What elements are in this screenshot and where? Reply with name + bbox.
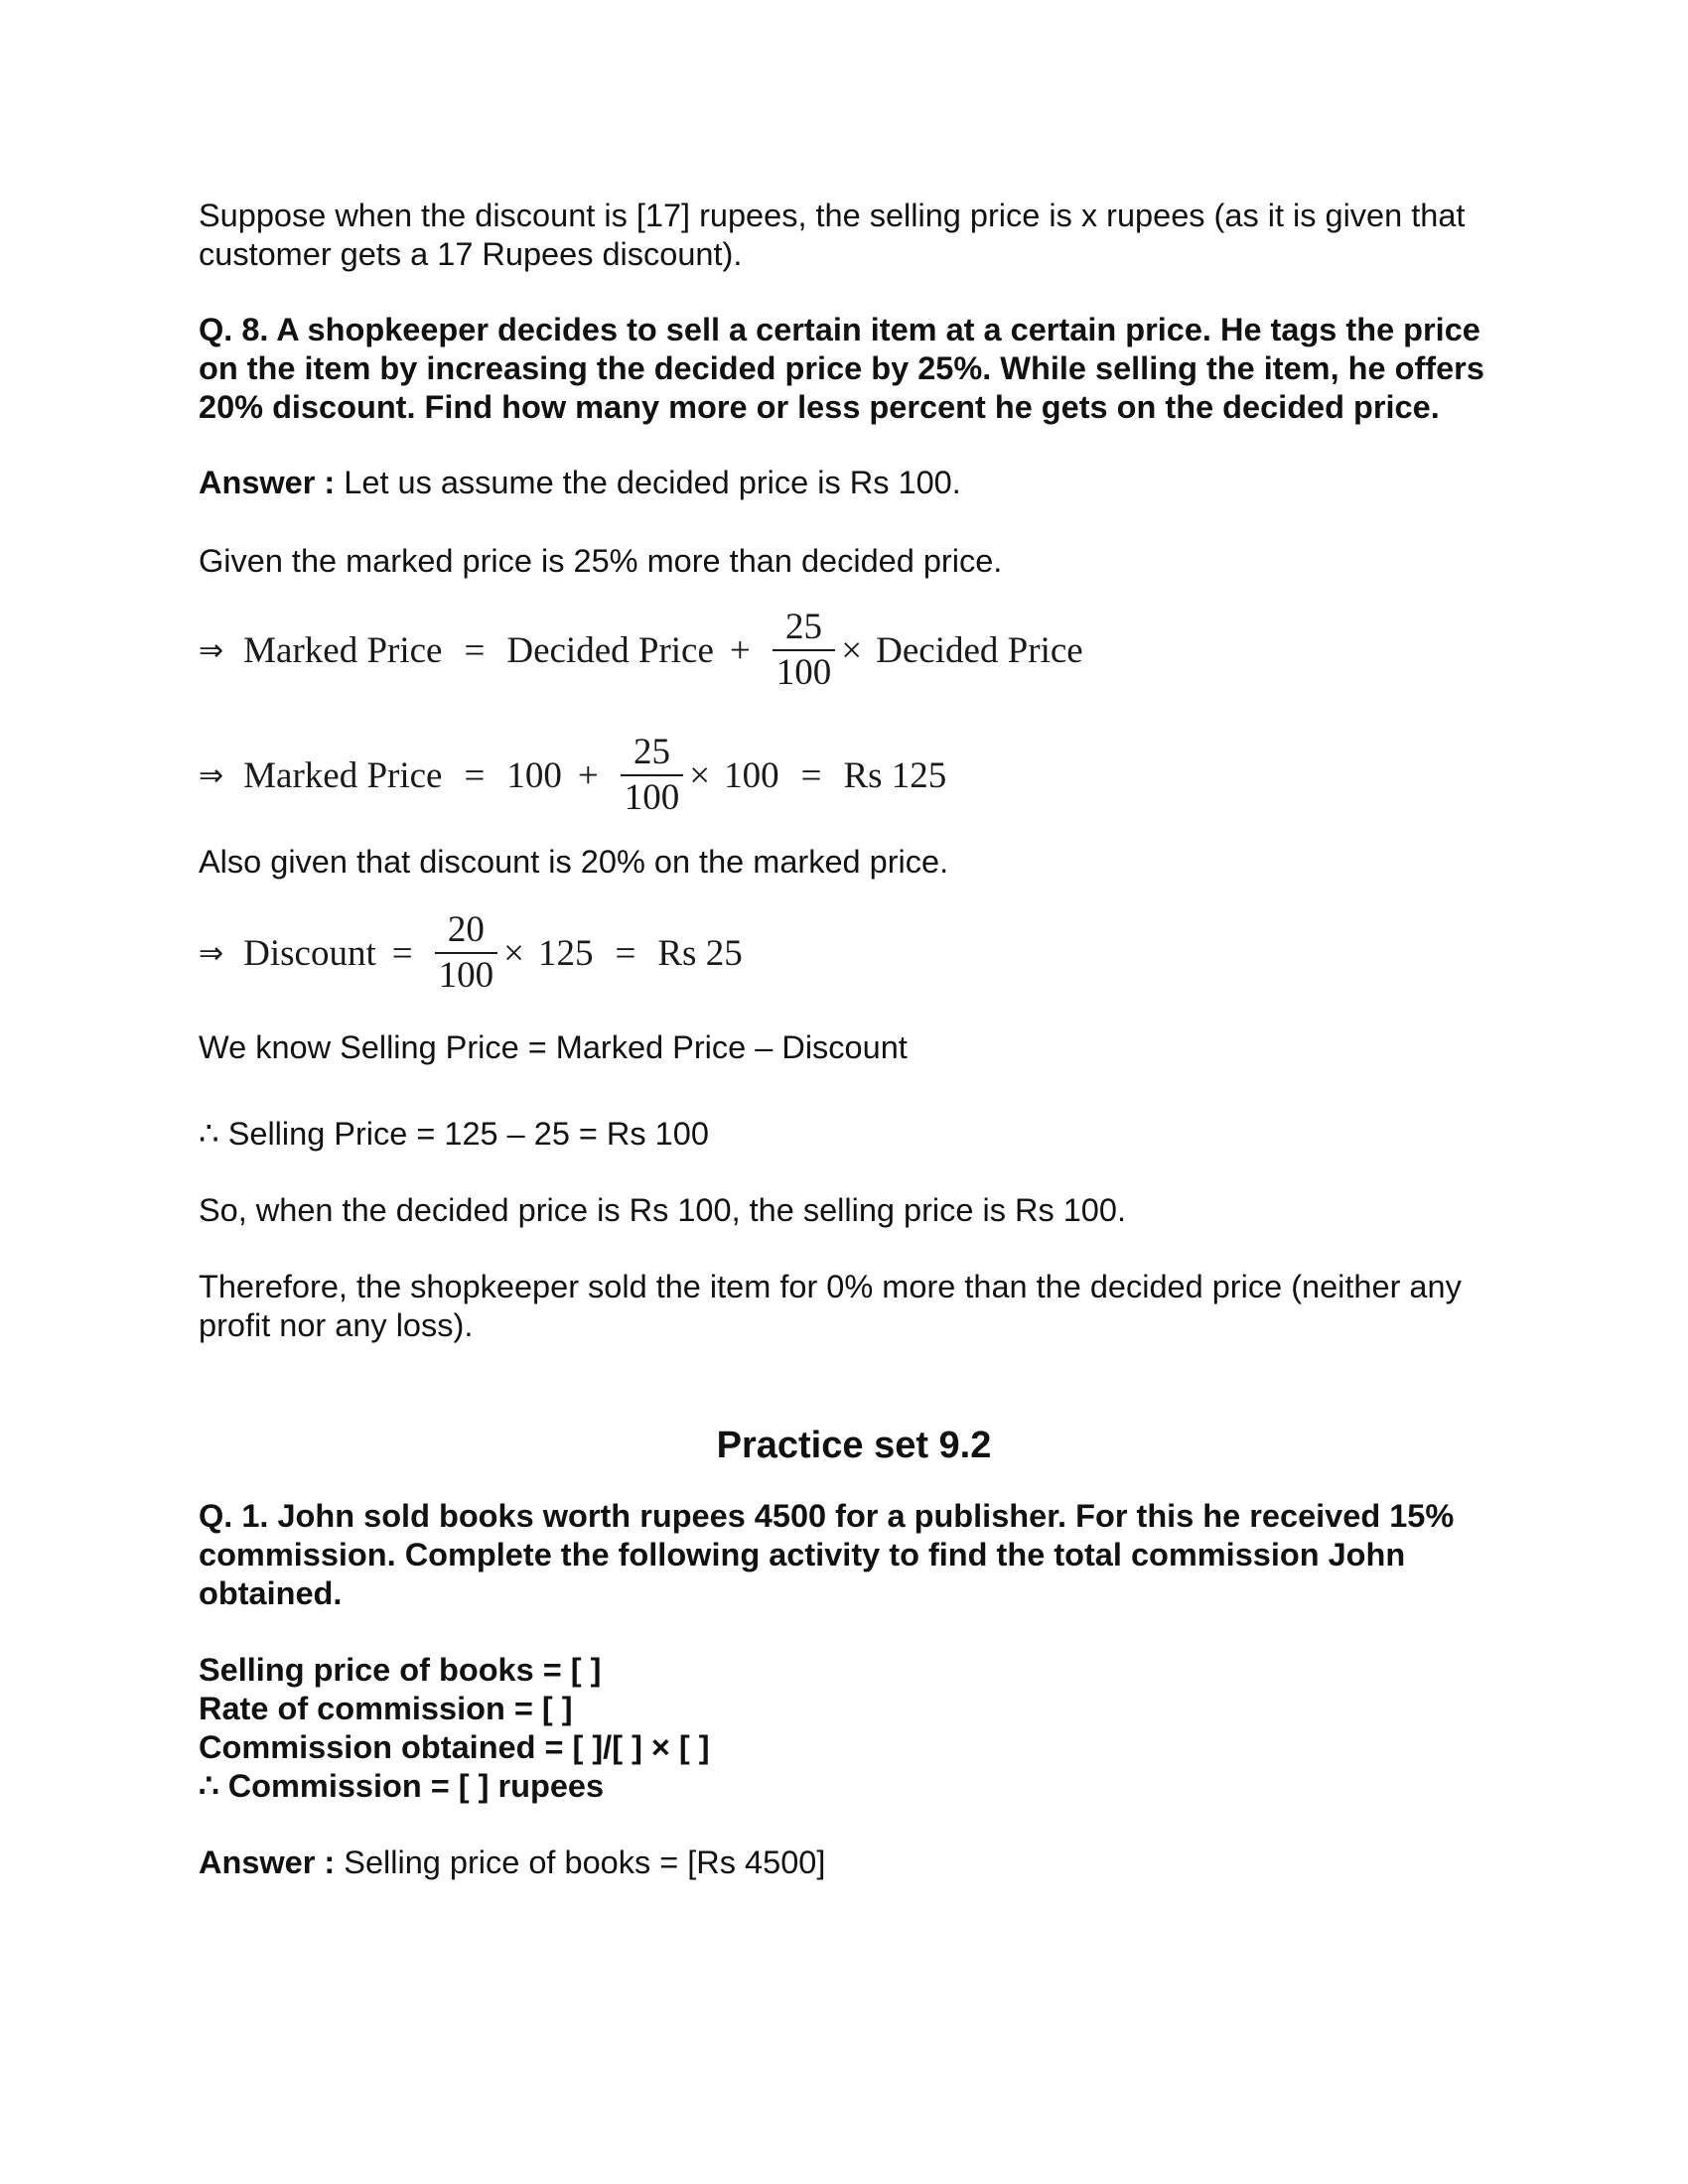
answer-label: Answer :: [199, 465, 336, 500]
fraction: [435, 908, 498, 998]
eq-equals: =: [615, 932, 636, 974]
activity-line-commission-formula: Commission obtained = [ ]/[ ] × [ ]: [199, 1729, 710, 1765]
activity-line-rate: Rate of commission = [ ]: [199, 1691, 573, 1726]
eq-term: 100: [506, 754, 562, 796]
answer-text: Let us assume the decided price is Rs 100.: [335, 465, 961, 500]
document-page: [199, 197, 1509, 1882]
fraction: [773, 606, 836, 695]
eq-lhs: Marked Price: [243, 754, 443, 796]
eq-term: 100: [724, 754, 779, 796]
activity-block: [199, 1651, 1509, 1806]
section-heading: Practice set 9.2: [716, 1425, 992, 1466]
eq-times: ×: [503, 932, 524, 974]
eq-result: Rs 25: [657, 932, 743, 974]
fraction-numerator: 25: [785, 607, 823, 647]
fraction: [621, 731, 684, 820]
question-1: Q. 1. John sold books worth rupees 4500 for a publisher. For this he received 15% commission. Complete the following activity to find the total commission John obtained.: [199, 1498, 1455, 1611]
eq-plus: +: [729, 629, 751, 671]
eq-equals: =: [464, 754, 486, 796]
eq-times: ×: [689, 754, 711, 796]
eq-term: 125: [538, 932, 594, 974]
eq-times: ×: [841, 629, 863, 671]
eq-lhs: Discount: [243, 932, 376, 974]
eq-equals: =: [464, 629, 486, 671]
eq-lhs: Marked Price: [243, 629, 443, 671]
fraction-denominator: 100: [624, 777, 680, 818]
selling-price-calculation: ∴ Selling Price = 125 – 25 = Rs 100: [199, 1116, 709, 1152]
eq-equals: =: [800, 754, 822, 796]
eq-plus: +: [577, 754, 599, 796]
implies-arrow: ⇒: [199, 757, 224, 793]
implies-arrow: ⇒: [199, 632, 224, 668]
equation-discount: [199, 905, 1509, 1001]
eq-result: Rs 125: [843, 754, 947, 796]
fraction-numerator: 20: [447, 909, 485, 950]
q8-answer: [199, 464, 1509, 502]
answer-text: Selling price of books = [Rs 4500]: [335, 1844, 826, 1880]
implies-arrow: ⇒: [199, 935, 224, 971]
eq-term: Decided Price: [876, 629, 1083, 671]
eq-equals: =: [391, 932, 413, 974]
final-answer: Therefore, the shopkeeper sold the item for 0% more than the decided price (neither any profit nor any loss).: [199, 1269, 1462, 1343]
eq-term: Decided Price: [506, 629, 714, 671]
equation-marked-price-formula: [199, 603, 1509, 698]
question-8: Q. 8. A shopkeeper decides to sell a certain item at a certain price. He tags the price on the item by increasing the decided price by 25%. While selling the item, he offers 20% discount. Find how many more or less percent he gets on the decided price.: [199, 312, 1484, 425]
given-discount: Also given that discount is 20% on the marked price.: [199, 844, 949, 880]
activity-line-selling-price: Selling price of books = [ ]: [199, 1652, 602, 1688]
fraction-denominator: 100: [775, 652, 832, 693]
intro-paragraph: Suppose when the discount is [17] rupees, the selling price is x rupees (as it is given that customer gets a 17 Rupees discount).: [199, 198, 1466, 272]
equation-marked-price-value: [199, 728, 1509, 823]
q1-answer: [199, 1843, 1509, 1882]
activity-line-commission-result: ∴ Commission = [ ] rupees: [199, 1768, 605, 1804]
answer-label: Answer :: [199, 1844, 336, 1880]
selling-price-formula: We know Selling Price = Marked Price – Discount: [199, 1029, 908, 1065]
fraction-numerator: 25: [633, 732, 670, 772]
given-marked-price: Given the marked price is 25% more than decided price.: [199, 543, 1003, 579]
selling-price-conclusion: So, when the decided price is Rs 100, the selling price is Rs 100.: [199, 1192, 1126, 1228]
fraction-denominator: 100: [438, 955, 494, 996]
